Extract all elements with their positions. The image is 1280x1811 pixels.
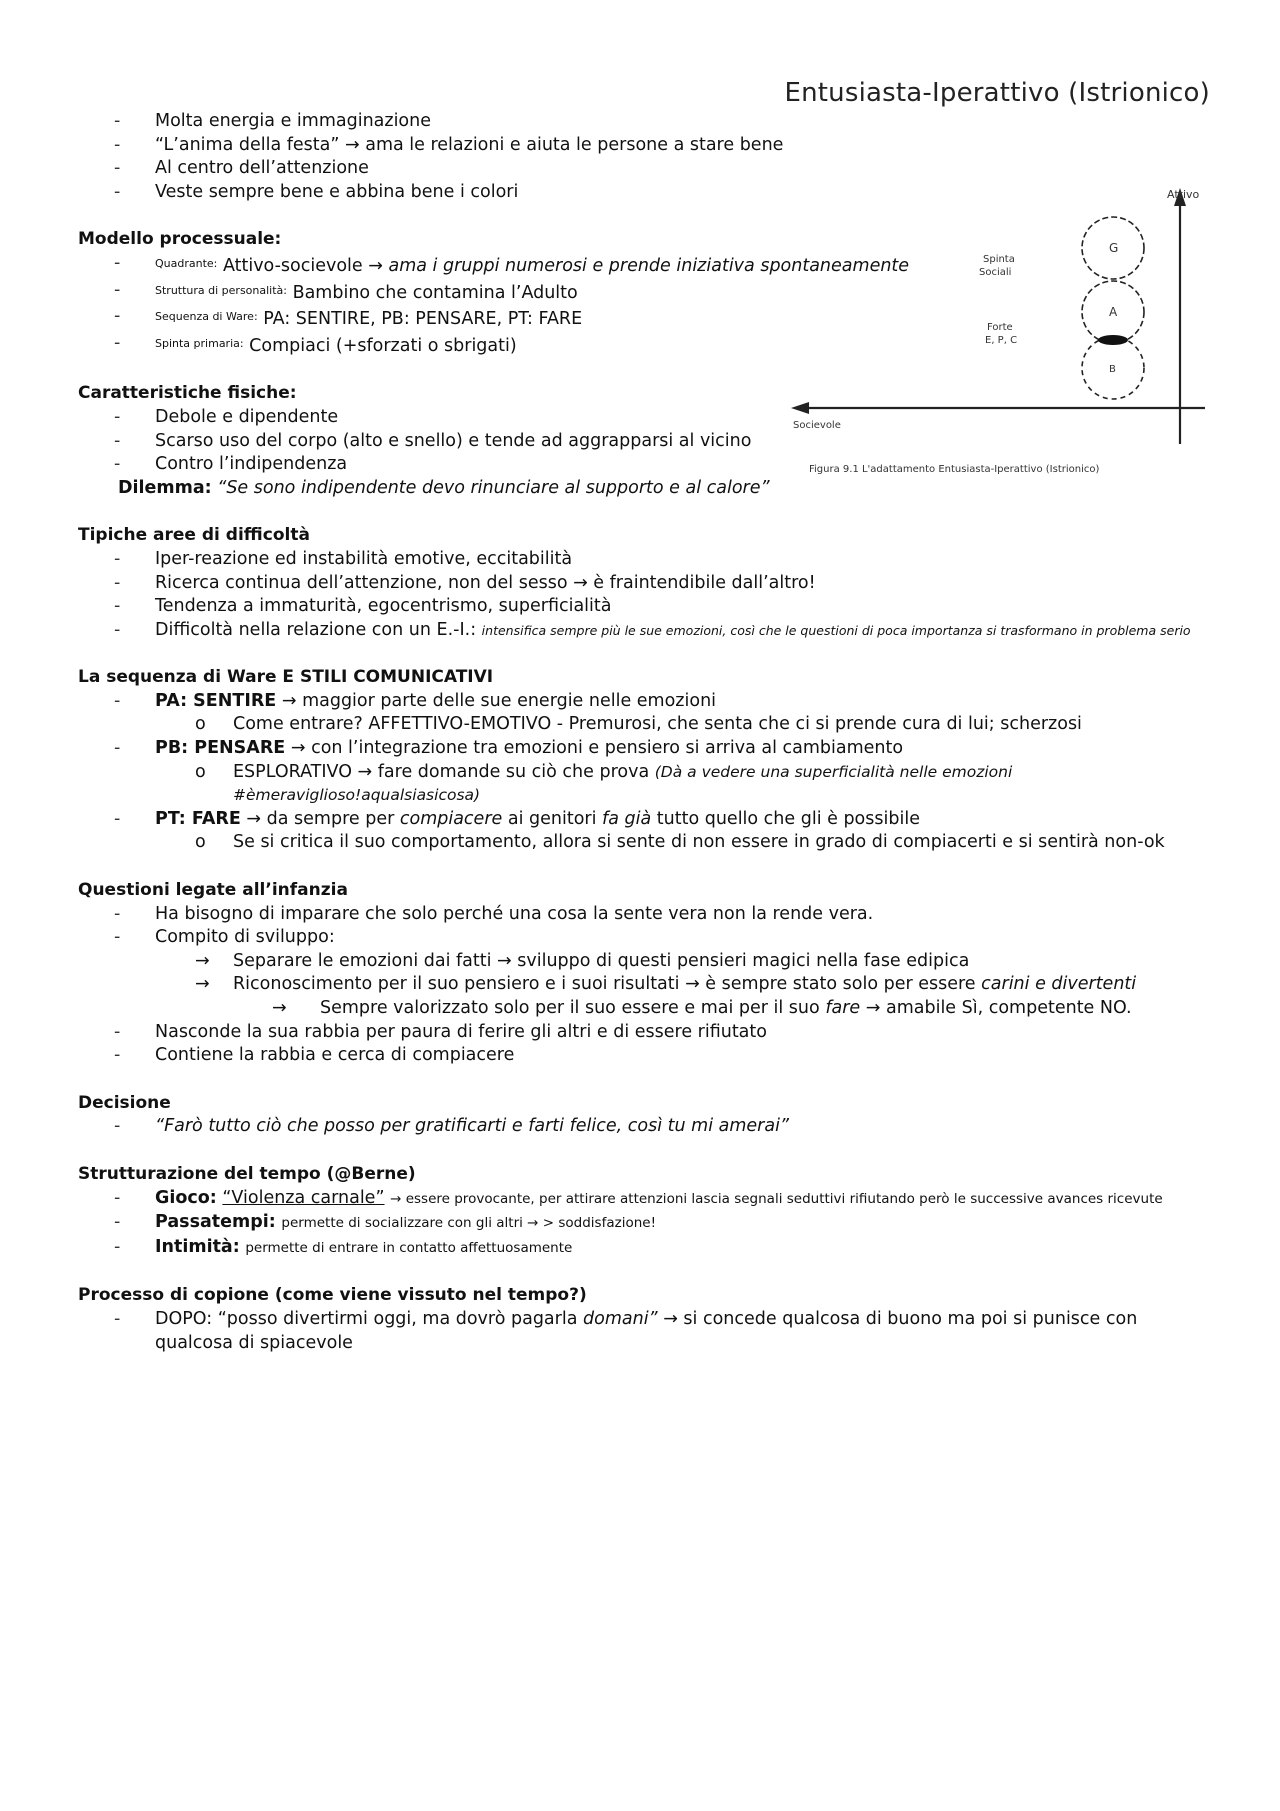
arrow-item: → Separare le emozioni dai fatti → sviluppo di questi pensieri magici nella fase edipica [78,950,1208,974]
list-item-sequenza: - $^{Sequenza di Ware:}$ PA: SENTIRE, PB: PENSARE, PT: FARE [114,306,583,330]
sub-item-pt: o Se si critica il suo comportamento, allora si sente di non essere in grado di compiacerti e si sentirà non-ok [195,832,1165,853]
circle-b-label: B [1109,364,1116,375]
sub-item-pb: o ESPLORATIVO → fare domande su ciò che prova (Dà a vedere una superficialità nelle emozioni #èmeraviglioso!aqualsiasicosa) [195,761,1013,805]
list-item: - Nasconde la sua rabbia per paura di ferire gli altri e di essere rifiutato [114,1021,767,1042]
list-item-copione: - DOPO: “posso divertirmi oggi, ma dovrò pagarla domani” → si concede qualcosa di buono ma poi si punisce con qualcosa di spiacevole [114,1308,1138,1353]
figure-caption: Figura 9.1 L'adattamento Entusiasta-Iperattivo (Istrionico) [809,464,1100,475]
dilemma-line: Dilemma: “Se sono indipendente devo rinunciare al supporto e al calore” [118,477,770,498]
list-item: - Scarso uso del corpo (alto e snello) e tende ad aggrapparsi al vicino [114,430,752,451]
list-item: - Difficoltà nella relazione con un E.-I.: intensifica sempre più le sue emozioni, così che le questioni di poca importanza si trasformano in problema serio [114,619,1191,640]
list-item: - “Farò tutto ciò che posso per gratificarti e farti felice, così tu mi amerai” [114,1116,789,1137]
list-item: - Al centro dell’attenzione [114,158,369,179]
circle-g-label: G [1109,241,1119,255]
list-item-struttura: - $^{Struttura di personalità:}$ Bambino che contamina l’Adulto [114,279,578,303]
arrow-icon: → [195,950,210,971]
section-heading-tempo: Strutturazione del tempo (@Berne) [78,1163,416,1184]
document-body [78,110,1208,1355]
list-item: - Compito di sviluppo: [114,927,335,948]
list-item-quadrante: - $^{Quadrante:}$ Attivo-socievole → ama i gruppi numerosi e prende iniziativa spontaneamente [114,252,910,276]
list-item: - Ha bisogno di imparare che solo perché una cosa la sente vera non la rende vera. [114,903,874,924]
label-spinte: Spinta [983,254,1015,265]
list-item-pb: - PB: PENSARE → con l’integrazione tra emozioni e pensiero si arriva al cambiamento [114,738,904,759]
list-item: - Tendenza a immaturità, egocentrismo, superficialità [114,596,612,617]
list-item: - Veste sempre bene e abbina bene i colori [114,181,519,202]
list-item: - Debole e dipendente [114,406,339,427]
sub-item-pa: o Come entrare? AFFETTIVO-EMOTIVO - Premurosi, che senta che ci si prende cura di lui; scherzosi [195,714,1082,735]
list-item: - Contiene la rabbia e cerca di compiacere [114,1045,515,1066]
list-item: - Iper-reazione ed instabilità emotive, eccitabilità [114,548,573,569]
section-heading-fisiche: Caratteristiche fisiche: [78,383,297,404]
list-item-spinta: - $^{Spinta primaria:}$ Compiaci (+sforzati o sbrigati) [114,332,517,356]
label-sociali: Sociali [979,267,1012,278]
axis-social-label: Socievole [793,420,841,431]
page-title: Entusiasta-Iperattivo (Istrionico) [784,78,1210,108]
list-item-gioco: - Gioco: “Violenza carnale” → essere provocante, per attirare attenzioni lascia segnali seduttivi rifiutando però le successive avances ricevute [114,1187,1163,1208]
list-item-intimita: - Intimità: permette di entrare in contatto affettuosamente [114,1236,573,1257]
section-heading-ware: La sequenza di Ware E STILI COMUNICATIVI [78,667,494,688]
list-item: - Molta energia e immaginazione [114,111,431,131]
arrow-icon: → [195,974,210,995]
label-forte-values: E, P, C [985,335,1018,346]
section-heading-difficolta: Tipiche aree di difficoltà [78,525,310,546]
axis-active-label: Attivo [1167,188,1200,201]
label-forte: Forte [987,322,1013,333]
arrow-subitem: → Sempre valorizzato solo per il suo essere e mai per il suo fare → amabile Sì, competente NO. [78,997,1208,1021]
list-item-passatempi: - Passatempi: permette di socializzare con gli altri → > soddisfazione! [114,1212,656,1233]
list-item-pa: - PA: SENTIRE → maggior parte delle sue energie nelle emozioni [114,690,717,711]
list-item: - Ricerca continua dell’attenzione, non del sesso → è fraintendibile dall’altro! [114,572,816,593]
section-heading-copione: Processo di copione (come viene vissuto nel tempo?) [78,1285,587,1306]
section-heading-decisione: Decisione [78,1092,171,1113]
list-item: - Contro l’indipendenza [114,454,348,475]
list-item-pt: - PT: FARE → da sempre per compiacere ai genitori fa già tutto quello che gli è possibile [114,808,920,829]
list-item: - “L’anima della festa” → ama le relazioni e aiuta le persone a stare bene [114,134,784,155]
section-heading-infanzia: Questioni legate all’infanzia [78,880,348,901]
circle-a-label: A [1109,305,1118,319]
arrow-icon: → [272,998,287,1018]
section-heading-modello: Modello processuale: [78,229,282,250]
arrow-item: → Riconoscimento per il suo pensiero e i suoi risultati → è sempre stato solo per essere carini e divertenti [78,973,1208,997]
